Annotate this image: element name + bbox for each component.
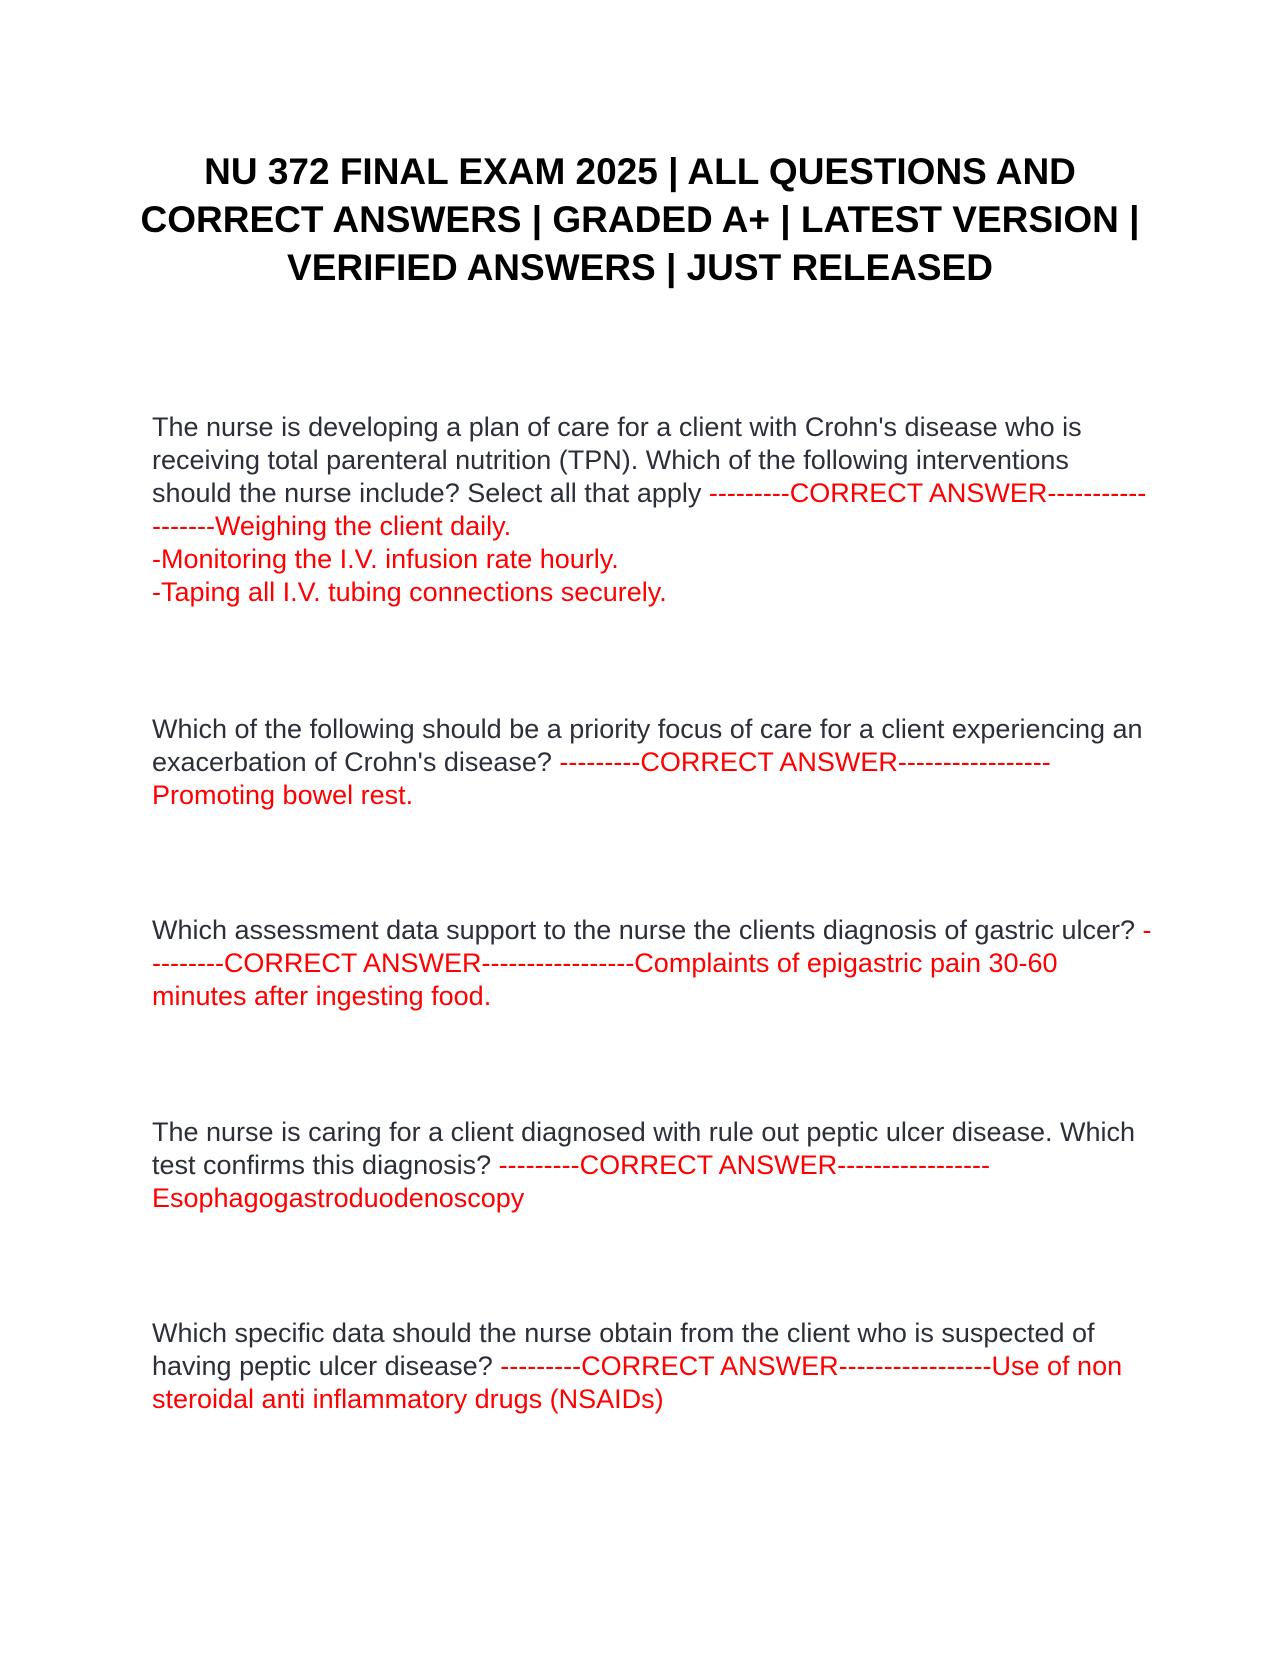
- answer-text: ---------CORRECT ANSWER-----------------Complaints of epigastric pain 30-60 minutes after ingesting food.: [152, 915, 1152, 1011]
- qa-item: [152, 1317, 1152, 1416]
- qa-item: [152, 713, 1152, 812]
- question-text: Which assessment data support to the nurse the clients diagnosis of gastric ulcer?: [152, 915, 1143, 945]
- qa-item: [152, 1116, 1152, 1215]
- answer-text: ---------CORRECT ANSWER------------------Weighing the client daily. -Monitoring the I.V. infusion rate hourly. -Taping all I.V. tubing connections securely.: [152, 478, 1147, 607]
- question-text: Which specific data should the nurse obtain from the client who is suspected of having peptic ulcer disease?: [152, 1318, 1103, 1381]
- question-text: Which of the following should be a priority focus of care for a client experiencing an exacerbation of Crohn's disease?: [152, 714, 1151, 777]
- answer-text: ---------CORRECT ANSWER-----------------Esophagogastroduodenoscopy: [152, 1150, 990, 1213]
- question-text: The nurse is caring for a client diagnosed with rule out peptic ulcer disease. Which test confirms this diagnosis?: [152, 1117, 1143, 1180]
- answer-text: ---------CORRECT ANSWER-----------------Promoting bowel rest.: [152, 747, 1051, 810]
- answer-text: ---------CORRECT ANSWER-----------------Use of non steroidal anti inflammatory drugs (NSAIDs): [152, 1351, 1130, 1414]
- document-title: NU 372 FINAL EXAM 2025 | ALL QUESTIONS AND CORRECT ANSWERS | GRADED A+ | LATEST VERSION | VERIFIED ANSWERS | JUST RELEASED: [140, 151, 1140, 288]
- question-text: The nurse is developing a plan of care for a client with Crohn's disease who is receiving total parenteral nutrition (TPN). Which of the following interventions should the nurse include? Select all that apply: [152, 412, 1090, 508]
- qa-item: [152, 411, 1152, 609]
- qa-item: [152, 914, 1152, 1013]
